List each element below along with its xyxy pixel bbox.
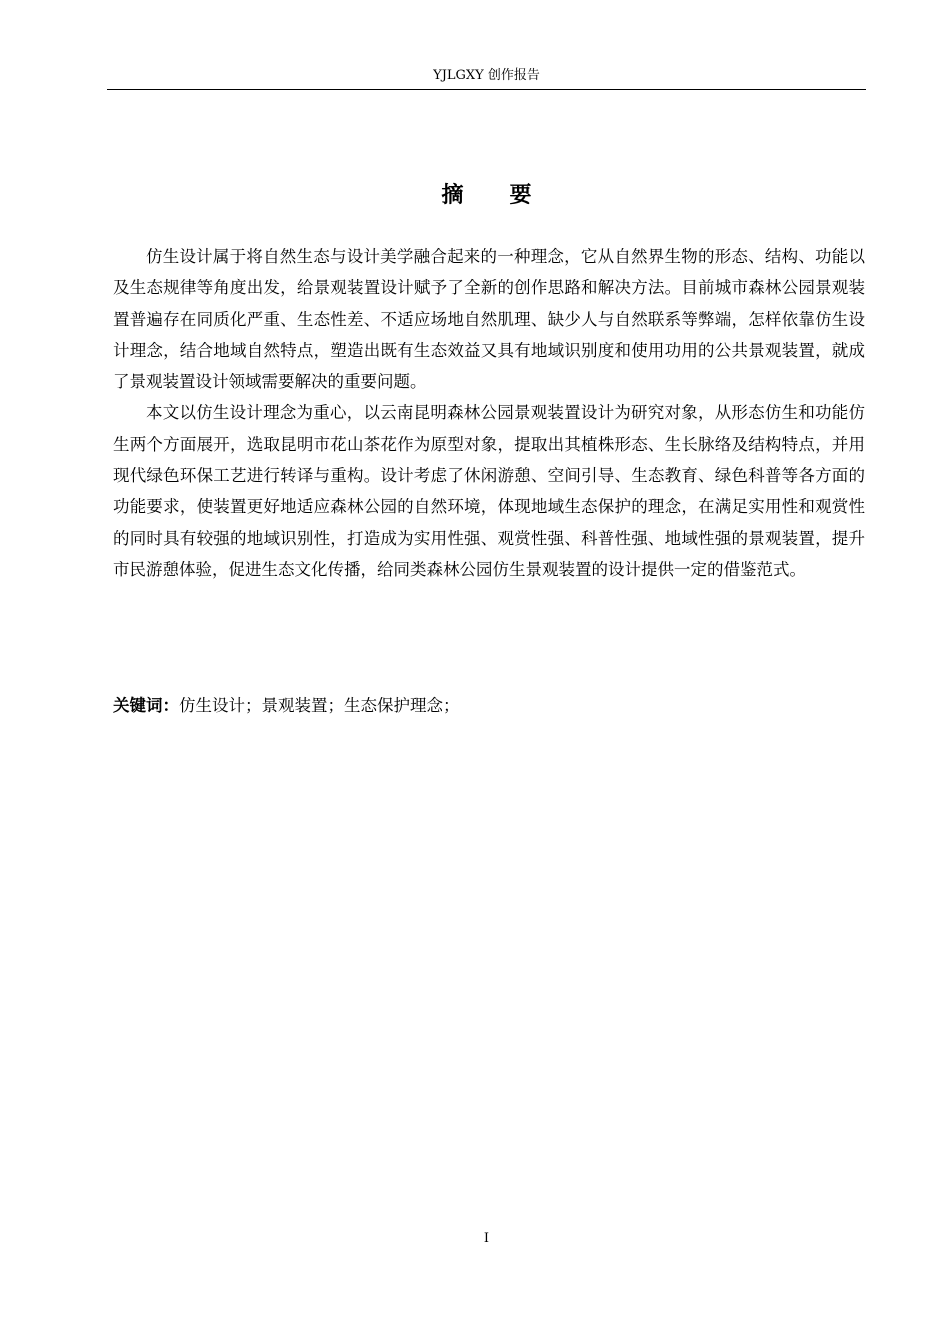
header-text: YJLGXY 创作报告: [433, 68, 540, 83]
keywords-line: [113, 690, 865, 721]
keywords-text: 仿生设计；景观装置；生态保护理念；: [179, 696, 460, 715]
abstract-paragraph-1: 仿生设计属于将自然生态与设计美学融合起来的一种理念，它从自然界生物的形态、结构、功能以及生态规律等角度出发，给景观装置设计赋予了全新的创作思路和解决方法。目前城市森林公园景观装置普遍存在同质化严重、生态性差、不适应场地自然肌理、缺少人与自然联系等弊端，怎样依靠仿生设计理念，结合地域自然特点，塑造出既有生态效益又具有地域识别度和使用功用的公共景观装置，就成了景观装置设计领域需要解决的重要问题。: [113, 247, 865, 392]
abstract-title-part2: 要: [509, 183, 532, 208]
abstract-body: [113, 241, 865, 585]
keywords-label: 关键词：: [113, 696, 179, 715]
abstract-title-part1: 摘: [441, 183, 464, 208]
abstract-paragraph-2: 本文以仿生设计理念为重心，以云南昆明森林公园景观装置设计为研究对象，从形态仿生和功能仿生两个方面展开，选取昆明市花山茶花作为原型对象，提取出其植株形态、生长脉络及结构特点，并用现代绿色环保工艺进行转译与重构。设计考虑了休闲游憩、空间引导、生态教育、绿色科普等各方面的功能要求，使装置更好地适应森林公园的自然环境，体现地域生态保护的理念，在满足实用性和观赏性的同时具有较强的地域识别性，打造成为实用性强、观赏性强、科普性强、地域性强的景观装置，提升市民游憩体验，促进生态文化传播，给同类森林公园仿生景观装置的设计提供一定的借鉴范式。: [113, 403, 865, 579]
abstract-title: [107, 178, 866, 209]
page-header: [107, 62, 866, 90]
page-number: I: [483, 1231, 490, 1246]
